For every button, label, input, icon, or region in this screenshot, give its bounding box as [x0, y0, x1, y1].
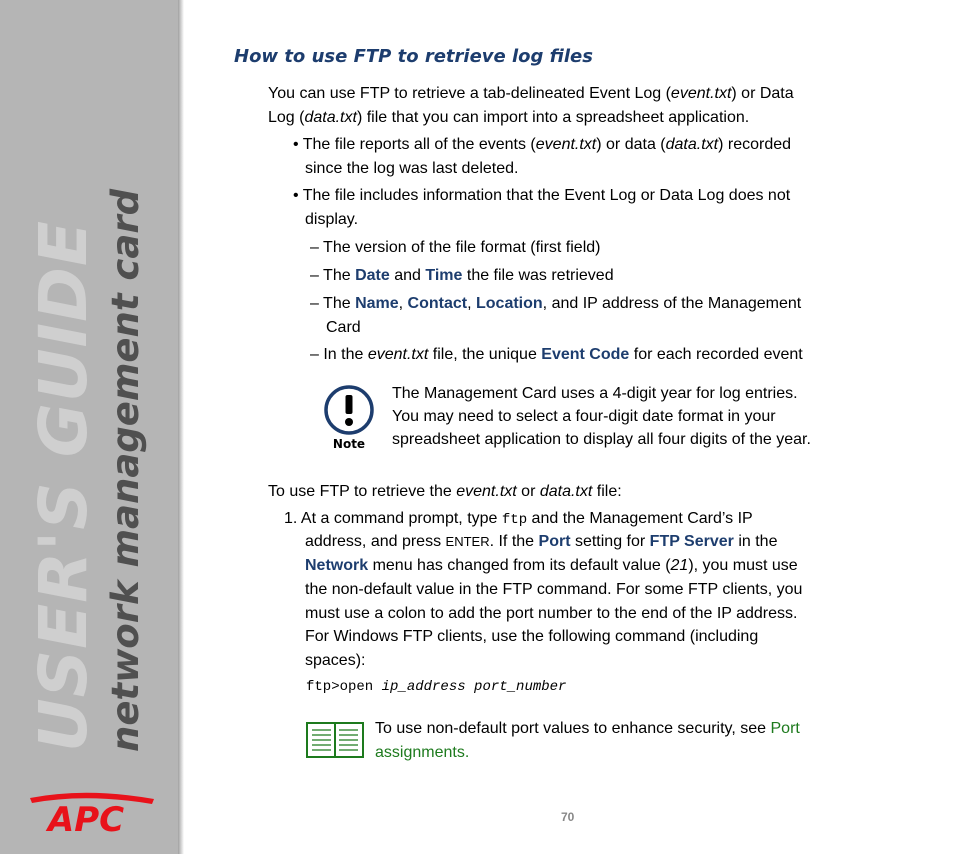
book-icon	[305, 720, 365, 760]
field-time: Time	[425, 267, 463, 284]
retrieve-intro	[268, 480, 622, 504]
sub-item-3-line-2: Card	[326, 319, 361, 336]
field-date: Date	[355, 267, 390, 284]
text-run: , and IP address of the Management	[542, 295, 802, 312]
text-run: in the	[733, 533, 778, 550]
text-run: ,	[398, 295, 408, 312]
text-run: and	[389, 267, 426, 284]
tip-line-2	[375, 741, 469, 765]
text-run: address, and press	[305, 533, 446, 550]
field-contact: Contact	[407, 295, 468, 312]
sub-item-2	[310, 264, 614, 288]
port-assignments-link[interactable]: Port	[770, 720, 800, 737]
intro-line-2	[268, 106, 749, 130]
field-event-code: Event Code	[541, 346, 630, 363]
step-1-line-3	[305, 554, 798, 578]
text-run: file:	[592, 483, 622, 500]
text-run: .	[464, 744, 470, 761]
field-name: Name	[355, 295, 399, 312]
step-1-line-7: spaces):	[305, 652, 366, 669]
text-run: – In the	[310, 346, 368, 363]
text-run: ) or Data	[731, 85, 794, 102]
command-args: ip_address port_number	[381, 679, 567, 695]
sub-item-3-line-1	[310, 292, 801, 316]
key-enter: ENTER	[445, 534, 490, 549]
text-run: or	[516, 483, 540, 500]
note-line-3: spreadsheet application to display all four digits of the year.	[392, 431, 811, 448]
text-run: ), you must use	[688, 557, 798, 574]
filename-data: data.txt	[539, 483, 593, 500]
command-ftp: ftp	[501, 512, 528, 528]
intro-line-1	[268, 82, 794, 106]
port-assignments-link-cont[interactable]: assignments	[375, 744, 465, 761]
field-port: Port	[538, 533, 571, 550]
text-run: file, the unique	[428, 346, 542, 363]
step-1-line-6: For Windows FTP clients, use the following command (including	[305, 628, 759, 645]
filename-event: event.txt	[535, 136, 597, 153]
bullet-1-line-2: since the log was last deleted.	[305, 160, 519, 177]
ftp-command-example	[306, 676, 566, 700]
apc-logo	[16, 790, 160, 834]
text-run: To use non-default port values to enhance security, see	[375, 720, 771, 737]
field-location: Location	[476, 295, 543, 312]
filename-data: data.txt	[304, 109, 357, 126]
sub-item-4	[310, 343, 803, 367]
bullet-1-line-1	[293, 133, 791, 157]
text-run: Log (	[268, 109, 305, 126]
menu-network: Network	[305, 557, 369, 574]
note-icon-dot	[345, 418, 353, 426]
filename-data: data.txt	[665, 136, 719, 153]
apc-logo-text: APC	[47, 800, 125, 834]
text-run: You can use FTP to retrieve a tab-delineated Event Log (	[268, 85, 671, 102]
sub-item-1: – The version of the file format (first field)	[310, 239, 601, 256]
guide-subtitle: network management card	[104, 188, 147, 752]
bullet-2-line-1: • The file includes information that the Event Log or Data Log does not	[293, 187, 791, 204]
note-icon	[322, 385, 376, 455]
note-line-1: The Management Card uses a 4-digit year for log entries.	[392, 385, 798, 402]
text-run: ) or data (	[596, 136, 666, 153]
field-ftp-server: FTP Server	[649, 533, 734, 550]
step-1-line-4: the non-default value in the FTP command. For some FTP clients, you	[305, 581, 803, 598]
text-run: To use FTP to retrieve the	[268, 483, 457, 500]
text-run: . If the	[489, 533, 539, 550]
text-run: – The	[310, 267, 356, 284]
text-run: • The file reports all of the events (	[293, 136, 536, 153]
note-icon-label: Note	[332, 437, 366, 451]
text-run: setting for	[570, 533, 650, 550]
note-icon-bar	[346, 395, 353, 414]
filename-event: event.txt	[367, 346, 429, 363]
text-run: ,	[467, 295, 476, 312]
text-run: and the Management Card’s IP	[527, 510, 753, 527]
sidebar-shadow	[178, 0, 184, 854]
page-number: 70	[561, 810, 575, 824]
command-prefix: ftp>open	[306, 679, 382, 695]
filename-event: event.txt	[670, 85, 732, 102]
text-run: menu has changed from its default value (	[368, 557, 671, 574]
tip-line-1	[375, 717, 800, 741]
text-run: 1. At a command prompt, type	[284, 510, 502, 527]
section-heading: How to use FTP to retrieve log files	[234, 46, 593, 67]
default-port-value: 21	[670, 557, 689, 574]
step-1-line-1	[284, 507, 753, 533]
text-run: ) file that you can import into a spreadsheet application.	[356, 109, 750, 126]
step-1-line-5: must use a colon to add the port number to the end of the IP address.	[305, 605, 798, 622]
guide-title: USER'S GUIDE	[25, 220, 102, 752]
text-run: the file was retrieved	[462, 267, 614, 284]
step-1-line-2	[305, 530, 777, 554]
bullet-2-line-2: display.	[305, 211, 359, 228]
text-run: ) recorded	[718, 136, 792, 153]
text-run: – The	[310, 295, 356, 312]
filename-event: event.txt	[456, 483, 517, 500]
text-run: for each recorded event	[629, 346, 803, 363]
note-line-2: You may need to select a four-digit date format in your	[392, 408, 776, 425]
